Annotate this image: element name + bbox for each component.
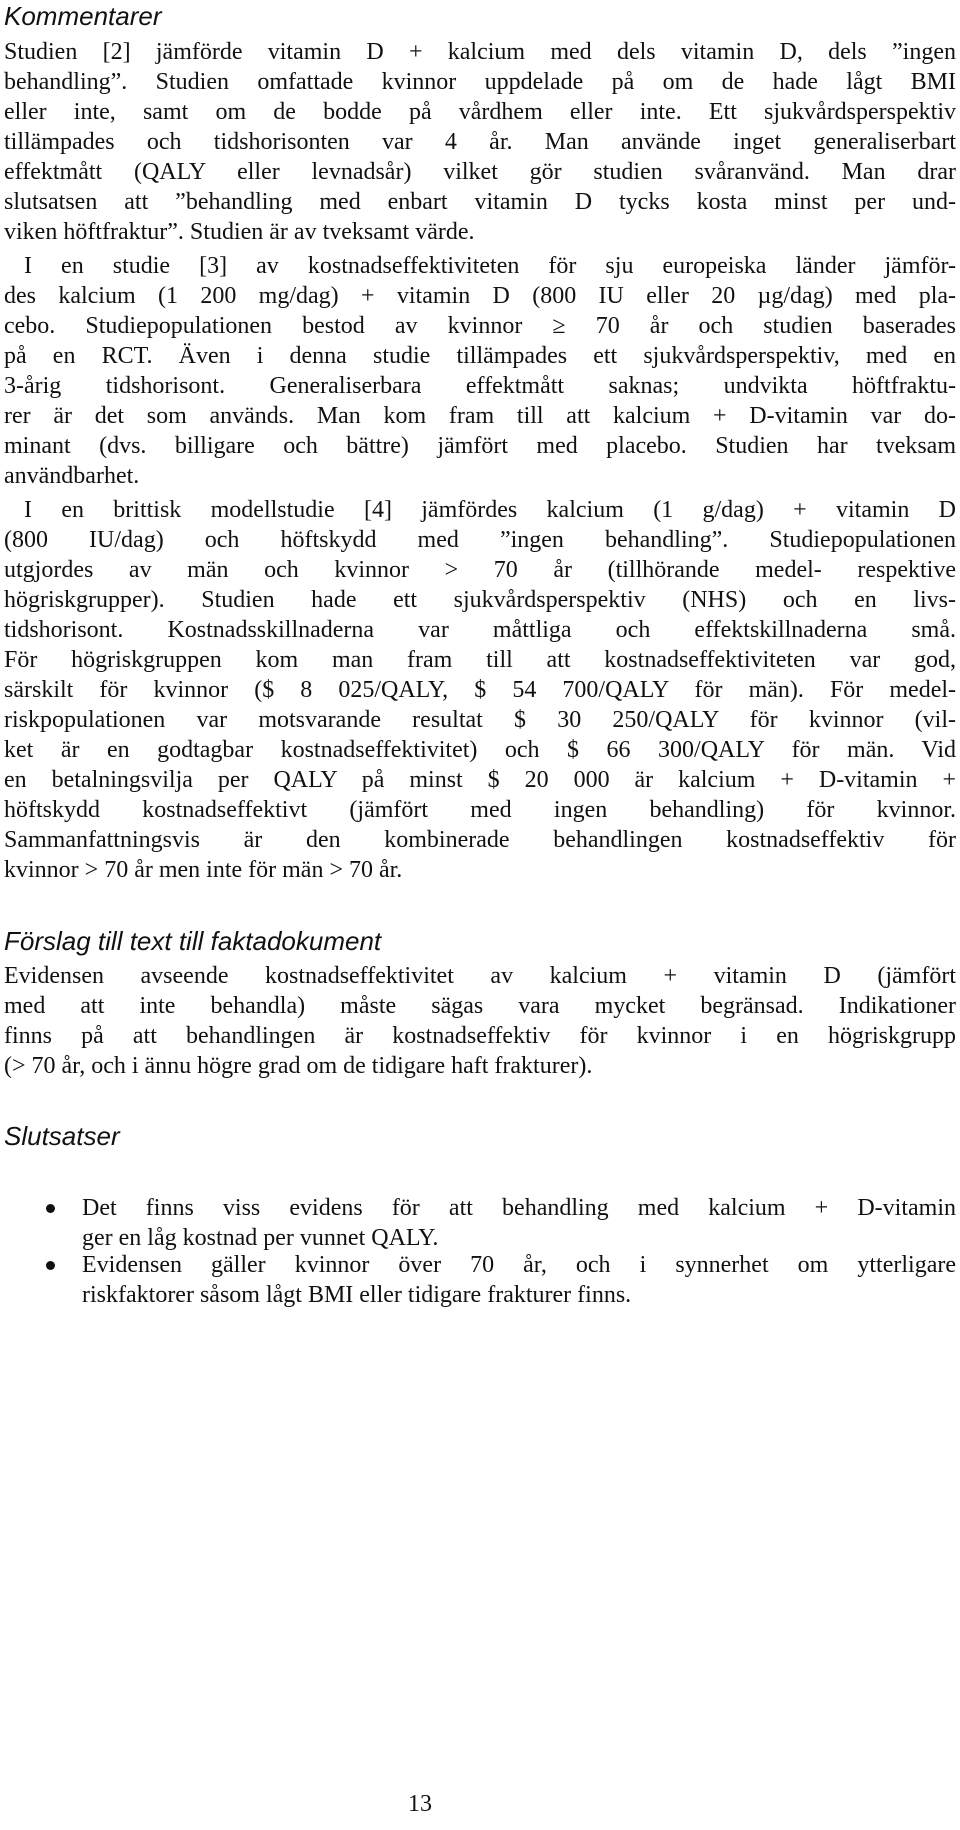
- heading-forslag: Förslag till text till faktadokument: [4, 926, 382, 956]
- text-line: I en studie [3] av kostnadseffektiviteten för sju europeiska länder jämför-: [24, 253, 956, 279]
- text-line: I en brittisk modellstudie [4] jämfördes kalcium (1 g/dag) + vitamin D: [24, 497, 956, 523]
- text-line: (> 70 år, och i ännu högre grad om de tidigare haft frakturer).: [4, 1053, 593, 1079]
- text-line: särskilt för kvinnor ($ 8 025/QALY, $ 54 700/QALY för män). För medel-: [4, 677, 956, 703]
- text-line: Evidensen avseende kostnadseffektivitet av kalcium + vitamin D (jämfört: [4, 963, 956, 989]
- text-line: en betalningsvilja per QALY på minst $ 20 000 är kalcium + D-vitamin +: [4, 767, 956, 793]
- text-line: Sammanfattningsvis är den kombinerade behandlingen kostnadseffektiv för: [4, 827, 956, 853]
- bullet-text-line: Evidensen gäller kvinnor över 70 år, och i synnerhet om ytterligare: [82, 1252, 956, 1278]
- text-line: (800 IU/dag) och höftskydd med ”ingen behandling”. Studiepopulationen: [4, 527, 956, 553]
- text-line: viken höftfraktur”. Studien är av tveksamt värde.: [4, 219, 475, 245]
- text-line: högriskgrupper). Studien hade ett sjukvårdsperspektiv (NHS) och en livs-: [4, 587, 956, 613]
- text-line: på en RCT. Även i denna studie tillämpades ett sjukvårdsperspektiv, med en: [4, 343, 956, 369]
- bullet-text-line: Det finns viss evidens för att behandling med kalcium + D-vitamin: [82, 1195, 956, 1221]
- text-line: tillämpades och tidshorisonten var 4 år. Man använde inget generaliserbart: [4, 129, 956, 155]
- heading-kommentarer: Kommentarer: [4, 1, 162, 31]
- text-line: 3-årig tidshorisont. Generaliserbara effektmått saknas; undvikta höftfraktu-: [4, 373, 956, 399]
- bullet-text-line: riskfaktorer såsom lågt BMI eller tidigare frakturer finns.: [82, 1282, 632, 1308]
- text-line: riskpopulationen var motsvarande resultat $ 30 250/QALY för kvinnor (vil-: [4, 707, 956, 733]
- text-line: För högriskgruppen kom man fram till att kostnadseffektiviteten var god,: [4, 647, 956, 673]
- text-line: höftskydd kostnadseffektivt (jämfört med ingen behandling) för kvinnor.: [4, 797, 956, 823]
- text-line: slutsatsen att ”behandling med enbart vitamin D tycks kosta minst per und-: [4, 189, 956, 215]
- bullet-text-line: ger en låg kostnad per vunnet QALY.: [82, 1225, 439, 1251]
- text-line: minant (dvs. billigare och bättre) jämfört med placebo. Studien har tveksam: [4, 433, 956, 459]
- page-number: 13: [408, 1791, 432, 1817]
- text-line: med att inte behandla) måste sägas vara mycket begränsad. Indikationer: [4, 993, 956, 1019]
- text-line: finns på att behandlingen är kostnadseffektiv för kvinnor i en högriskgrupp: [4, 1023, 956, 1049]
- bullet-icon: [46, 1261, 55, 1270]
- text-line: tidshorisont. Kostnadsskillnaderna var måttliga och effektskillnaderna små.: [4, 617, 956, 643]
- text-line: behandling”. Studien omfattade kvinnor uppdelade på om de hade lågt BMI: [4, 69, 956, 95]
- text-line: eller inte, samt om de bodde på vårdhem eller inte. Ett sjukvårdsperspektiv: [4, 99, 956, 125]
- text-line: ket är en godtagbar kostnadseffektivitet) och $ 66 300/QALY för män. Vid: [4, 737, 956, 763]
- text-line: effektmått (QALY eller levnadsår) vilket gör studien svåranvänd. Man drar: [4, 159, 956, 185]
- text-line: Studien [2] jämförde vitamin D + kalcium med dels vitamin D, dels ”ingen: [4, 39, 956, 65]
- bullet-icon: [46, 1204, 55, 1213]
- text-line: utgjordes av män och kvinnor > 70 år (tillhörande medel- respektive: [4, 557, 956, 583]
- text-line: kvinnor > 70 år men inte för män > 70 år.: [4, 857, 403, 883]
- text-line: cebo. Studiepopulationen bestod av kvinnor ≥ 70 år och studien baserades: [4, 313, 956, 339]
- text-line: användbarhet.: [4, 463, 140, 489]
- text-line: rer är det som används. Man kom fram till att kalcium + D-vitamin var do-: [4, 403, 956, 429]
- text-line: des kalcium (1 200 mg/dag) + vitamin D (800 IU eller 20 µg/dag) med pla-: [4, 283, 956, 309]
- heading-slutsatser: Slutsatser: [4, 1121, 120, 1151]
